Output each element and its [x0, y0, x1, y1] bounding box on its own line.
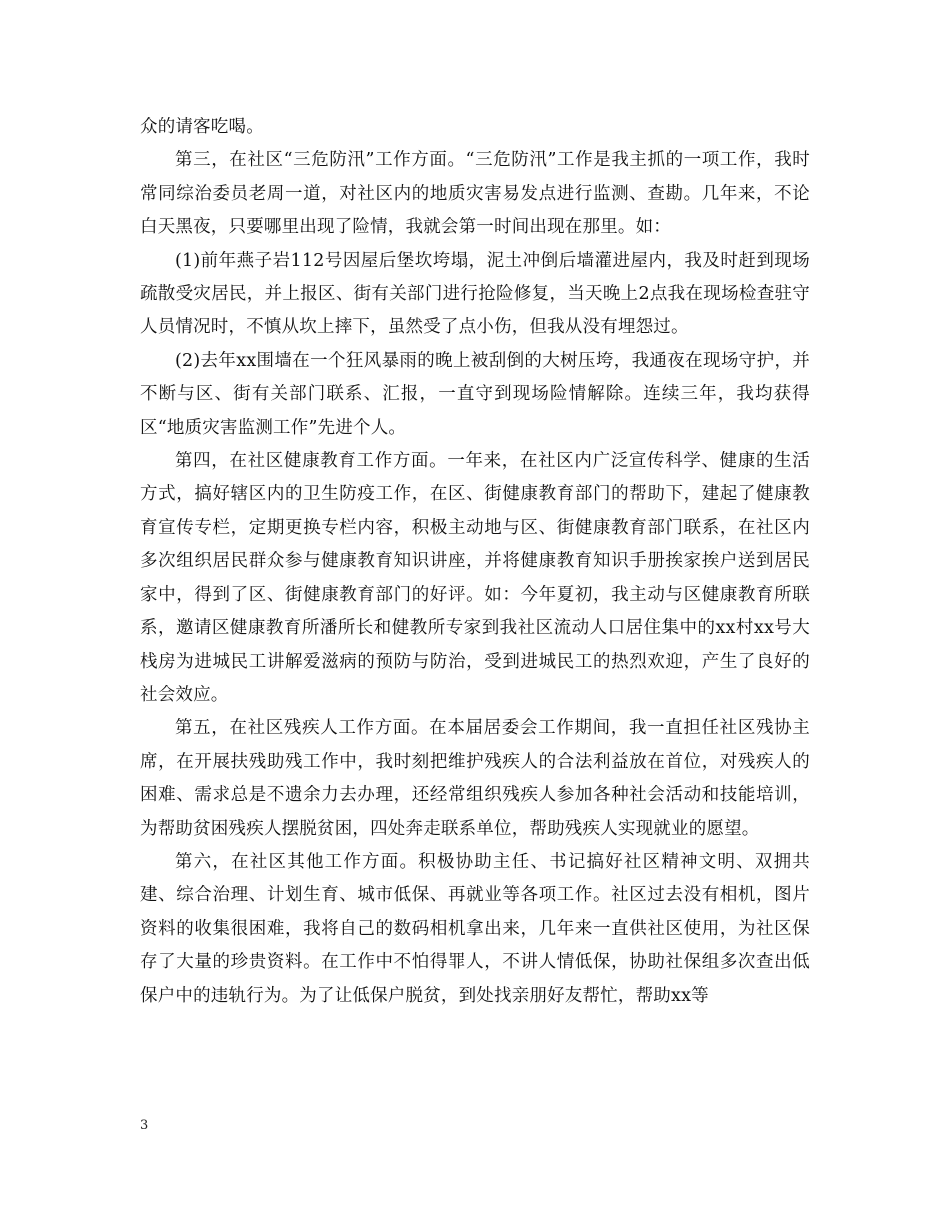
paragraph-example-2: (2)去年xx围墙在一个狂风暴雨的晚上被刮倒的大树压垮，我通夜在现场守护，并不断与区、街有关部门联系、汇报，一直守到现场险情解除。连续三年，我均获得区“地质灾害监测工作”先进个人。: [140, 350, 810, 438]
paragraph-disability-work: 第五，在社区残疾人工作方面。在本届居委会工作期间，我一直担任社区残协主席，在开展扶残助残工作中，我时刻把维护残疾人的合法利益放在首位，对残疾人的困难、需求总是不遗余力去办理，还经常组织残疾人参加各种社会活动和技能培训，为帮助贫困残疾人摆脱贫困，四处奔走联系单位，帮助残疾人实现就业的愿望。: [140, 718, 810, 839]
page-number: 3: [140, 1118, 149, 1133]
paragraph-flood-prevention: 第三，在社区“三危防汛”工作方面。“三危防汛”工作是我主抓的一项工作，我时常同综治委员老周一道，对社区内的地质灾害易发点进行监测、查勘。几年来，不论白天黑夜，只要哪里出现了险情，我就会第一时间出现在那里。如：: [140, 150, 810, 238]
paragraph-other-work: 第六，在社区其他工作方面。积极协助主任、书记搞好社区精神文明、双拥共建、综合治理、计划生育、城市低保、再就业等各项工作。社区过去没有相机，图片资料的收集很困难，我将自己的数码相机拿出来，几年来一直供社区使用，为社区保存了大量的珍贵资料。在工作中不怕得罪人，不讲人情低保，协助社保组多次查出低保户中的违轨行为。为了让低保户脱贫，到处找亲朋好友帮忙，帮助xx等: [140, 851, 810, 1006]
document-body: [140, 111, 810, 1013]
paragraph-example-1: (1)前年燕子岩112号因屋后堡坎垮塌，泥土冲倒后墙灌进屋内，我及时赶到现场疏散受灾居民，并上报区、街有关部门进行抢险修复，当天晚上2点我在现场检查驻守人员情况时，不慎从坎上摔下，虽然受了点小伤，但我从没有埋怨过。: [140, 250, 810, 338]
paragraph-health-education: 第四，在社区健康教育工作方面。一年来，在社区内广泛宣传科学、健康的生活方式，搞好辖区内的卫生防疫工作，在区、街健康教育部门的帮助下，建起了健康教育宣传专栏，定期更换专栏内容，积极主动地与区、街健康教育部门联系，在社区内多次组织居民群众参与健康教育知识讲座，并将健康教育知识手册挨家挨户送到居民家中，得到了区、街健康教育部门的好评。如：今年夏初，我主动与区健康教育所联系，邀请区健康教育所潘所长和健教所专家到我社区流动人口居住集中的xx村xx号大栈房为进城民工讲解爱滋病的预防与防治，受到进城民工的热烈欢迎，产生了良好的社会效应。: [140, 451, 810, 705]
paragraph-continuation: 众的请客吃喝。: [140, 117, 264, 137]
